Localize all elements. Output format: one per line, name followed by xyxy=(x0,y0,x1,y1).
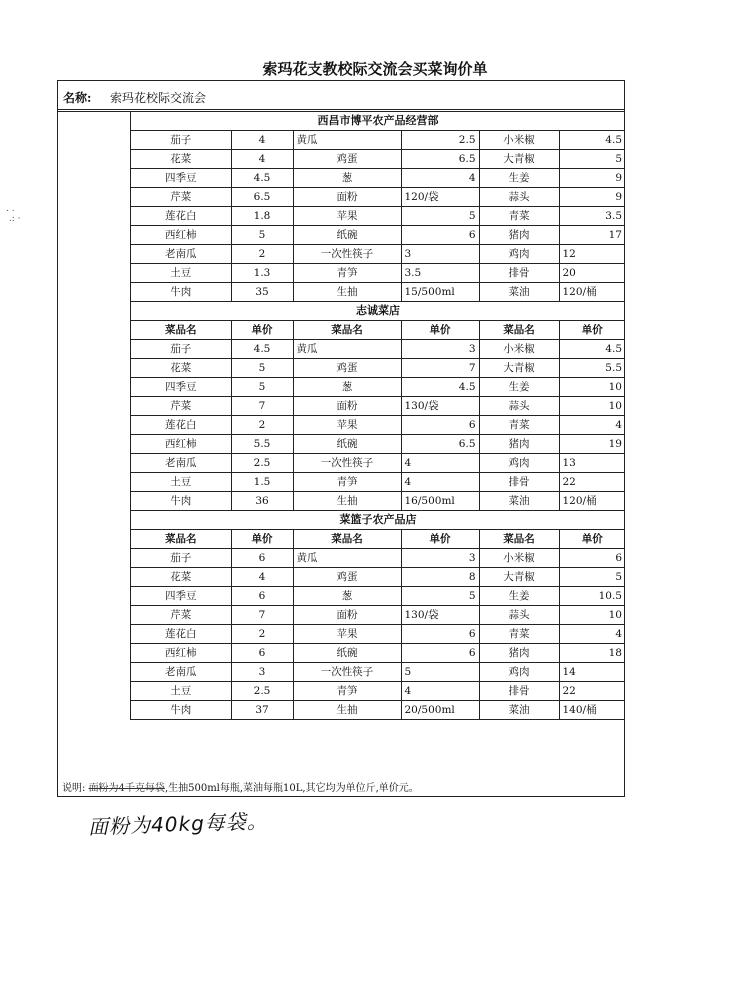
item-name-cell: 牛肉 xyxy=(131,701,231,720)
price-cell: 4 xyxy=(231,150,293,169)
price-cell: 130/袋 xyxy=(401,606,479,625)
item-name-cell: 生抽 xyxy=(293,283,401,302)
item-name-cell: 茄子 xyxy=(131,340,231,359)
price-cell: 5 xyxy=(231,359,293,378)
price-cell: 3 xyxy=(231,663,293,682)
item-name-cell: 一次性筷子 xyxy=(293,454,401,473)
header-cell: 单价 xyxy=(231,321,293,340)
item-name-cell: 苹果 xyxy=(293,625,401,644)
name-label: 名称: xyxy=(63,91,92,105)
item-name-cell: 老南瓜 xyxy=(131,454,231,473)
price-cell: 4 xyxy=(401,169,479,188)
price-cell: 6 xyxy=(401,644,479,663)
item-name-cell: 牛肉 xyxy=(131,492,231,511)
item-name-cell: 排骨 xyxy=(479,682,559,701)
price-cell: 5.5 xyxy=(231,435,293,454)
table-row xyxy=(131,454,625,473)
table-row xyxy=(131,663,625,682)
item-name-cell: 葱 xyxy=(293,378,401,397)
price-cell: 37 xyxy=(231,701,293,720)
price-cell: 5 xyxy=(231,226,293,245)
item-name-cell: 苹果 xyxy=(293,416,401,435)
price-cell: 5 xyxy=(231,378,293,397)
price-cell: 10 xyxy=(559,397,625,416)
price-cell: 4 xyxy=(401,473,479,492)
price-cell: 14 xyxy=(559,663,625,682)
note-label: 说明: xyxy=(62,783,86,794)
price-cell: 35 xyxy=(231,283,293,302)
item-name-cell: 蒜头 xyxy=(479,397,559,416)
item-name-cell: 鸡肉 xyxy=(479,454,559,473)
price-cell: 10 xyxy=(559,378,625,397)
price-cell: 6.5 xyxy=(401,150,479,169)
header-cell: 菜品名 xyxy=(293,530,401,549)
table-row xyxy=(131,340,625,359)
price-cell: 13 xyxy=(559,454,625,473)
item-name-cell: 小米椒 xyxy=(479,549,559,568)
item-name-cell: 芹菜 xyxy=(131,606,231,625)
item-name-cell: 青菜 xyxy=(479,416,559,435)
price-cell: 1.3 xyxy=(231,264,293,283)
item-name-cell: 花菜 xyxy=(131,359,231,378)
price-cell: 4 xyxy=(559,416,625,435)
price-cell: 5 xyxy=(401,207,479,226)
item-name-cell: 生姜 xyxy=(479,587,559,606)
price-cell: 5 xyxy=(401,663,479,682)
item-name-cell: 排骨 xyxy=(479,264,559,283)
price-cell: 5.5 xyxy=(559,359,625,378)
item-name-cell: 生抽 xyxy=(293,492,401,511)
table-row xyxy=(131,245,625,264)
item-name-cell: 菜油 xyxy=(479,701,559,720)
price-cell: 7 xyxy=(231,397,293,416)
price-cell: 2.5 xyxy=(401,131,479,150)
table-row xyxy=(131,435,625,454)
item-name-cell: 莲花白 xyxy=(131,416,231,435)
item-name-cell: 苹果 xyxy=(293,207,401,226)
item-name-cell: 茄子 xyxy=(131,549,231,568)
item-name-cell: 西红柿 xyxy=(131,644,231,663)
item-name-cell: 菜油 xyxy=(479,283,559,302)
item-name-cell: 黄瓜 xyxy=(293,340,401,359)
price-cell: 4.5 xyxy=(559,340,625,359)
item-name-cell: 芹菜 xyxy=(131,397,231,416)
item-name-cell: 土豆 xyxy=(131,473,231,492)
price-table xyxy=(131,131,625,302)
table-header-row xyxy=(131,321,625,340)
item-name-cell: 四季豆 xyxy=(131,587,231,606)
note xyxy=(58,779,419,794)
price-cell: 16/500ml xyxy=(401,492,479,511)
price-table xyxy=(131,530,625,720)
price-cell: 2.5 xyxy=(231,454,293,473)
item-name-cell: 芹菜 xyxy=(131,188,231,207)
price-cell: 9 xyxy=(559,188,625,207)
item-name-cell: 四季豆 xyxy=(131,378,231,397)
item-name-cell: 一次性筷子 xyxy=(293,245,401,264)
price-cell: 120/桶 xyxy=(559,492,625,511)
table-row xyxy=(131,359,625,378)
item-name-cell: 大青椒 xyxy=(479,150,559,169)
price-cell: 1.8 xyxy=(231,207,293,226)
price-cell: 5 xyxy=(559,150,625,169)
item-name-cell: 莲花白 xyxy=(131,207,231,226)
price-cell: 9 xyxy=(559,169,625,188)
table-row xyxy=(131,397,625,416)
price-cell: 8 xyxy=(401,568,479,587)
price-cell: 4.5 xyxy=(231,340,293,359)
item-name-cell: 鸡蛋 xyxy=(293,568,401,587)
table-row xyxy=(131,131,625,150)
item-name-cell: 大青椒 xyxy=(479,359,559,378)
item-name-cell: 面粉 xyxy=(293,397,401,416)
price-cell: 7 xyxy=(401,359,479,378)
note-text: ,生抽500ml每瓶,菜油每瓶10L,其它均为单位斤,单价元。 xyxy=(164,783,419,794)
price-cell: 120/桶 xyxy=(559,283,625,302)
item-name-cell: 老南瓜 xyxy=(131,663,231,682)
price-cell: 6 xyxy=(231,644,293,663)
price-cell: 15/500ml xyxy=(401,283,479,302)
price-cell: 17 xyxy=(559,226,625,245)
table-row xyxy=(131,416,625,435)
shop-title: 西昌市博平农产品经营部 xyxy=(131,112,625,131)
table-row xyxy=(131,378,625,397)
price-cell: 4 xyxy=(231,568,293,587)
item-name-cell: 纸碗 xyxy=(293,226,401,245)
price-cell: 6 xyxy=(401,416,479,435)
price-cell: 12 xyxy=(559,245,625,264)
table-row xyxy=(131,644,625,663)
price-cell: 6 xyxy=(231,587,293,606)
item-name-cell: 纸碗 xyxy=(293,644,401,663)
item-name-cell: 土豆 xyxy=(131,682,231,701)
item-name-cell: 猪肉 xyxy=(479,226,559,245)
table-row xyxy=(131,150,625,169)
price-cell: 140/桶 xyxy=(559,701,625,720)
price-cell: 2 xyxy=(231,625,293,644)
item-name-cell: 菜油 xyxy=(479,492,559,511)
item-name-cell: 青菜 xyxy=(479,625,559,644)
item-name-cell: 牛肉 xyxy=(131,283,231,302)
price-cell: 4 xyxy=(401,454,479,473)
price-cell: 4.5 xyxy=(559,131,625,150)
item-name-cell: 黄瓜 xyxy=(293,131,401,150)
item-name-cell: 小米椒 xyxy=(479,131,559,150)
item-name-cell: 西红柿 xyxy=(131,435,231,454)
table-row xyxy=(131,701,625,720)
price-cell: 22 xyxy=(559,682,625,701)
header-cell: 单价 xyxy=(559,321,625,340)
price-sheet xyxy=(57,80,625,797)
price-cell: 3 xyxy=(401,549,479,568)
item-name-cell: 青菜 xyxy=(479,207,559,226)
header-cell: 菜品名 xyxy=(131,321,231,340)
item-name-cell: 茄子 xyxy=(131,131,231,150)
item-name-cell: 猪肉 xyxy=(479,644,559,663)
header-cell: 菜品名 xyxy=(479,321,559,340)
price-cell: 130/袋 xyxy=(401,397,479,416)
price-cell: 6 xyxy=(401,226,479,245)
scan-specks: . . .: · xyxy=(6,204,21,224)
item-name-cell: 猪肉 xyxy=(479,435,559,454)
shop-title: 志诚菜店 xyxy=(131,302,625,321)
table-row xyxy=(131,169,625,188)
shops-container xyxy=(130,112,625,720)
handwritten-note: 面粉为40kg每袋。 xyxy=(87,808,269,840)
table-row xyxy=(131,264,625,283)
page-title: 索玛花支教校际交流会买菜询价单 xyxy=(262,60,488,78)
price-cell: 7 xyxy=(231,606,293,625)
item-name-cell: 纸碗 xyxy=(293,435,401,454)
item-name-cell: 鸡蛋 xyxy=(293,150,401,169)
header-cell: 单价 xyxy=(231,530,293,549)
item-name-cell: 蒜头 xyxy=(479,188,559,207)
item-name-cell: 鸡蛋 xyxy=(293,359,401,378)
table-row xyxy=(131,492,625,511)
price-cell: 120/袋 xyxy=(401,188,479,207)
item-name-cell: 葱 xyxy=(293,169,401,188)
table-row xyxy=(131,207,625,226)
note-struck-text: 面粉为4千克每袋 xyxy=(88,783,165,794)
table-row xyxy=(131,568,625,587)
table-row xyxy=(131,226,625,245)
table-row xyxy=(131,188,625,207)
item-name-cell: 大青椒 xyxy=(479,568,559,587)
price-cell: 10.5 xyxy=(559,587,625,606)
price-cell: 6.5 xyxy=(231,188,293,207)
item-name-cell: 面粉 xyxy=(293,188,401,207)
price-cell: 19 xyxy=(559,435,625,454)
table-header-row xyxy=(131,530,625,549)
price-cell: 18 xyxy=(559,644,625,663)
item-name-cell: 青笋 xyxy=(293,682,401,701)
item-name-cell: 蒜头 xyxy=(479,606,559,625)
price-cell: 4 xyxy=(401,682,479,701)
table-row xyxy=(131,283,625,302)
table-row xyxy=(131,682,625,701)
price-cell: 3.5 xyxy=(401,264,479,283)
price-cell: 36 xyxy=(231,492,293,511)
item-name-cell: 花菜 xyxy=(131,150,231,169)
item-name-cell: 生抽 xyxy=(293,701,401,720)
price-cell: 1.5 xyxy=(231,473,293,492)
price-cell: 4.5 xyxy=(231,169,293,188)
item-name-cell: 土豆 xyxy=(131,264,231,283)
price-table xyxy=(131,321,625,511)
price-cell: 20/500ml xyxy=(401,701,479,720)
table-row xyxy=(131,473,625,492)
header-cell: 单价 xyxy=(559,530,625,549)
item-name-cell: 一次性筷子 xyxy=(293,663,401,682)
price-cell: 2 xyxy=(231,416,293,435)
item-name-cell: 青笋 xyxy=(293,473,401,492)
item-name-cell: 面粉 xyxy=(293,606,401,625)
price-cell: 5 xyxy=(559,568,625,587)
item-name-cell: 生姜 xyxy=(479,169,559,188)
item-name-cell: 葱 xyxy=(293,587,401,606)
table-row xyxy=(131,606,625,625)
header-cell: 菜品名 xyxy=(293,321,401,340)
item-name-cell: 花菜 xyxy=(131,568,231,587)
header-cell: 菜品名 xyxy=(479,530,559,549)
table-row xyxy=(131,625,625,644)
price-cell: 5 xyxy=(401,587,479,606)
price-cell: 6 xyxy=(401,625,479,644)
price-cell: 4.5 xyxy=(401,378,479,397)
price-cell: 20 xyxy=(559,264,625,283)
item-name-cell: 莲花白 xyxy=(131,625,231,644)
item-name-cell: 鸡肉 xyxy=(479,245,559,264)
price-cell: 3 xyxy=(401,245,479,264)
price-cell: 3 xyxy=(401,340,479,359)
header-cell: 单价 xyxy=(401,321,479,340)
price-cell: 2 xyxy=(231,245,293,264)
item-name-cell: 四季豆 xyxy=(131,169,231,188)
price-cell: 4 xyxy=(559,625,625,644)
item-name-cell: 老南瓜 xyxy=(131,245,231,264)
price-cell: 6.5 xyxy=(401,435,479,454)
item-name-cell: 青笋 xyxy=(293,264,401,283)
item-name-cell: 黄瓜 xyxy=(293,549,401,568)
name-value: 索玛花校际交流会 xyxy=(110,91,207,105)
header-cell: 菜品名 xyxy=(131,530,231,549)
price-cell: 3.5 xyxy=(559,207,625,226)
item-name-cell: 西红柿 xyxy=(131,226,231,245)
price-cell: 22 xyxy=(559,473,625,492)
item-name-cell: 生姜 xyxy=(479,378,559,397)
table-row xyxy=(131,587,625,606)
header-cell: 单价 xyxy=(401,530,479,549)
price-cell: 10 xyxy=(559,606,625,625)
price-cell: 6 xyxy=(559,549,625,568)
price-cell: 6 xyxy=(231,549,293,568)
item-name-cell: 小米椒 xyxy=(479,340,559,359)
item-name-cell: 鸡肉 xyxy=(479,663,559,682)
name-row xyxy=(58,81,624,110)
item-name-cell: 排骨 xyxy=(479,473,559,492)
price-cell: 4 xyxy=(231,131,293,150)
table-row xyxy=(131,549,625,568)
price-cell: 2.5 xyxy=(231,682,293,701)
shop-title: 菜篮子农产品店 xyxy=(131,511,625,530)
